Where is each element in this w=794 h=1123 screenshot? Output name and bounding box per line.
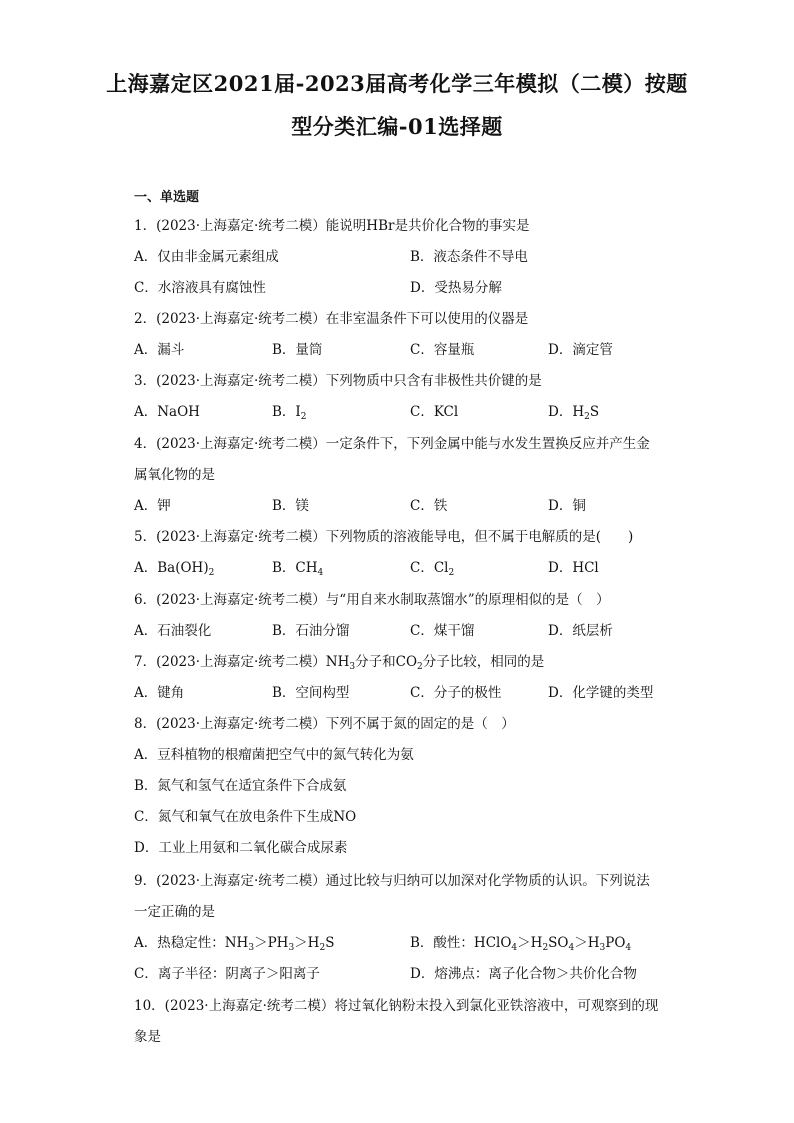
question-6-option-b: B．石油分馏 bbox=[272, 623, 350, 639]
question-1-option-a: A．仅由非金属元素组成 bbox=[134, 249, 279, 265]
question-10-stem-line-2: 象是 bbox=[134, 1029, 161, 1045]
question-5-option-a: A．$Ba(OH)_2$ bbox=[134, 560, 215, 578]
question-1-stem: 1．(2023·上海嘉定·统考二模）能说明HBr是共价化合物的事实是 bbox=[134, 218, 530, 234]
question-8-stem: 8．(2023·上海嘉定·统考二模）下列不属于氮的固定的是（ ） bbox=[134, 716, 515, 732]
question-4-option-d: D．铜 bbox=[548, 498, 586, 514]
document-title-line-1: 上海嘉定区2021届-2023届高考化学三年模拟（二模）按题 bbox=[106, 71, 688, 96]
question-4-stem-line-1: 4．(2023·上海嘉定·统考二模）一定条件下，下列金属中能与水发生置换反应并产生金 bbox=[134, 436, 650, 452]
question-9-option-b: B．酸性：$HClO_4>H_2SO_4>H_3PO_4$ bbox=[410, 935, 632, 953]
question-3-option-a: A．NaOH bbox=[134, 404, 200, 420]
question-9-stem-line-2: 一定正确的是 bbox=[134, 904, 215, 920]
question-8-option-d: D．工业上用氨和二氧化碳合成尿素 bbox=[134, 840, 348, 856]
question-3-stem: 3．(2023·上海嘉定·统考二模）下列物质中只含有非极性共价键的是 bbox=[134, 373, 542, 389]
question-5-option-c: C．$Cl_2$ bbox=[410, 560, 455, 578]
question-4-option-c: C．铁 bbox=[410, 498, 448, 514]
question-3-option-c: C．KCl bbox=[410, 404, 459, 420]
question-7-option-c: C．分子的极性 bbox=[410, 685, 502, 701]
question-9-option-c: C．离子半径：阴离子＞阳离子 bbox=[134, 966, 320, 982]
question-6-stem: 6．(2023·上海嘉定·统考二模）与“用自来水制取蒸馏水”的原理相似的是（ ） bbox=[134, 592, 610, 608]
question-3-option-b: B．$I_2$ bbox=[272, 404, 307, 422]
question-1-option-c: C．水溶液具有腐蚀性 bbox=[134, 280, 266, 296]
question-7-option-b: B．空间构型 bbox=[272, 685, 350, 701]
question-10-stem-line-1: 10．(2023·上海嘉定·统考二模）将过氧化钠粉末投入到氯化亚铁溶液中，可观察到的现 bbox=[134, 998, 659, 1014]
question-8-option-c: C．氮气和氧气在放电条件下生成NO bbox=[134, 809, 357, 825]
question-4-option-b: B．镁 bbox=[272, 498, 309, 514]
question-6-option-a: A．石油裂化 bbox=[134, 623, 212, 639]
question-9-stem-line-1: 9．(2023·上海嘉定·统考二模）通过比较与归纳可以加深对化学物质的认识。下列说法 bbox=[134, 873, 650, 889]
question-9-option-a: A．热稳定性：$NH_3>PH_3>H_2S$ bbox=[134, 935, 335, 953]
question-5-option-b: B．$CH_4$ bbox=[272, 560, 324, 578]
question-3-option-d: D．$H_2S$ bbox=[548, 404, 600, 422]
question-9-option-d: D．熔沸点：离子化合物＞共价化合物 bbox=[410, 966, 637, 982]
question-6-option-d: D．纸层析 bbox=[548, 623, 613, 639]
question-8-option-b: B．氮气和氢气在适宜条件下合成氨 bbox=[134, 778, 347, 794]
question-4-stem-line-2: 属氧化物的是 bbox=[134, 467, 215, 483]
question-7-option-d: D．化学键的类型 bbox=[548, 685, 654, 701]
question-7-option-a: A．键角 bbox=[134, 685, 185, 701]
question-2-stem: 2．(2023·上海嘉定·统考二模）在非室温条件下可以使用的仪器是 bbox=[134, 311, 529, 327]
question-2-option-c: C．容量瓶 bbox=[410, 342, 475, 358]
question-2-option-a: A．漏斗 bbox=[134, 342, 185, 358]
question-6-option-c: C．煤干馏 bbox=[410, 623, 475, 639]
question-4-option-a: A．钾 bbox=[134, 498, 171, 514]
question-5-stem: 5．(2023·上海嘉定·统考二模）下列物质的溶液能导电，但不属于电解质的是( ) bbox=[134, 529, 634, 545]
question-1-option-b: B．液态条件不导电 bbox=[410, 249, 528, 265]
question-8-option-a: A．豆科植物的根瘤菌把空气中的氮气转化为氨 bbox=[134, 747, 414, 763]
question-1-option-d: D．受热易分解 bbox=[410, 280, 502, 296]
section-heading: 一、单选题 bbox=[134, 190, 200, 205]
question-7-stem: 7．(2023·上海嘉定·统考二模）$NH_3$分子和$CO_2$分子比较，相同的是 bbox=[134, 654, 545, 672]
question-2-option-d: D．滴定管 bbox=[548, 342, 613, 358]
question-5-option-d: D．HCl bbox=[548, 560, 599, 576]
document-title-line-2: 型分类汇编-01选择题 bbox=[291, 114, 503, 139]
question-2-option-b: B．量筒 bbox=[272, 342, 323, 358]
